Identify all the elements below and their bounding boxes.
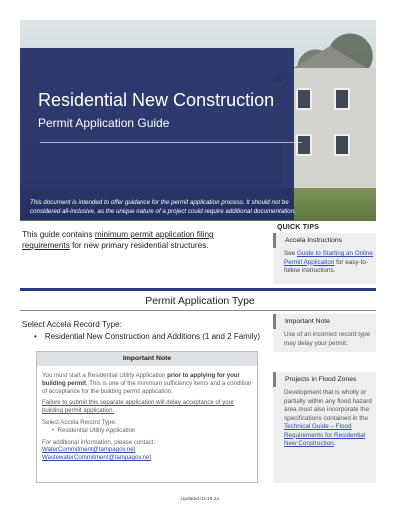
guide-link[interactable]: Guide to Starting an Online Permit Application [284, 250, 373, 266]
note-paragraph-3 [42, 419, 254, 435]
bullet-icon: • [34, 332, 37, 341]
intro-underlined: minimum permit application filing requirements [22, 230, 214, 250]
page-subtitle: Permit Application Guide [38, 116, 170, 130]
note-p1-bold: prior to applying for your building permit [42, 372, 240, 387]
section-bottom-rule [20, 310, 376, 311]
house-window [334, 134, 350, 156]
technical-guide-link[interactable]: Technical Guide – Flood Requirements for Residential New Construction [284, 423, 366, 447]
flood-body [284, 389, 374, 449]
quick-tips-heading-bar [273, 233, 376, 248]
water-email-link[interactable]: WaterCommitment@tampagov.net [42, 446, 136, 454]
note-p1-start: You must start a Residential Utility Application [42, 372, 168, 379]
flood-heading: Projects in Flood Zones [285, 376, 357, 383]
note-paragraph-2: Failure to submit this separate application will delay acceptance of your building permit application. [42, 399, 235, 415]
important-note-box [36, 351, 258, 483]
updated-date: Updated 03.19.24 [180, 497, 220, 502]
flood-heading-bar [273, 372, 376, 387]
quick-tips-see: See [284, 250, 297, 257]
important-note-body [42, 372, 254, 466]
note-record-text: Residential Utility Application [57, 426, 136, 434]
important-note-heading: Important Note [37, 352, 257, 366]
quick-tips-heading: Accela Instructions [285, 237, 343, 244]
house-window [334, 88, 350, 110]
note-p1-end: . This is one of the minimum sufficiency items and a condition of acceptance for the building permit application. [42, 379, 252, 395]
quick-tips-box [273, 233, 376, 284]
hero-disclaimer: This document is intended to offer guidance for the permit application process. It should not be considered all-inclusive, as the unique nature of a project could require additional documentation. [30, 199, 296, 215]
intro-prefix: This guide contains [22, 230, 95, 239]
quick-tips-after: for easy-to-follow instructions. [284, 258, 368, 274]
note-paragraph-4 [42, 439, 254, 462]
quick-tips-title: QUICK TIPS [277, 224, 320, 231]
intro-text [22, 229, 262, 251]
note-record-label: Select Accela Record Type: [42, 418, 117, 426]
side-note-heading-bar [273, 314, 376, 329]
side-note-body: Use of an incorrect record type may delay your permit. [284, 331, 371, 347]
intro-suffix: for new primary residential structures. [69, 241, 209, 250]
section-title: Permit Application Type [145, 295, 255, 307]
house-photo [282, 68, 376, 188]
note-record-item: • Residential Utility Application [52, 426, 136, 434]
record-type-text: Residential New Construction and Additions (1 and 2 Family) [44, 332, 261, 341]
house-window [296, 88, 312, 110]
quick-tips-body [284, 250, 376, 276]
side-important-note [273, 314, 376, 352]
flood-end: . [333, 440, 336, 447]
house-window [296, 134, 312, 156]
record-type-item [34, 332, 260, 341]
note-contact-label: For additional information, please contact: [42, 438, 156, 446]
hero-banner [20, 20, 376, 221]
flood-zone-box [273, 372, 376, 483]
section-top-rule [20, 288, 376, 291]
flood-body-text: Development that is wholly or partially within any flood hazard area must also incorporate the specifications contained in the [284, 389, 372, 422]
hero-title-panel [20, 48, 294, 220]
select-record-label: Select Accela Record Type: [22, 320, 122, 329]
hero-divider [40, 142, 302, 143]
note-paragraph-1 [42, 372, 254, 395]
page-title: Residential New Construction [38, 90, 275, 110]
wastewater-email-link[interactable]: WastewaterCommitment@tampagov.net [42, 454, 152, 462]
side-note-heading: Important Note [285, 318, 330, 325]
